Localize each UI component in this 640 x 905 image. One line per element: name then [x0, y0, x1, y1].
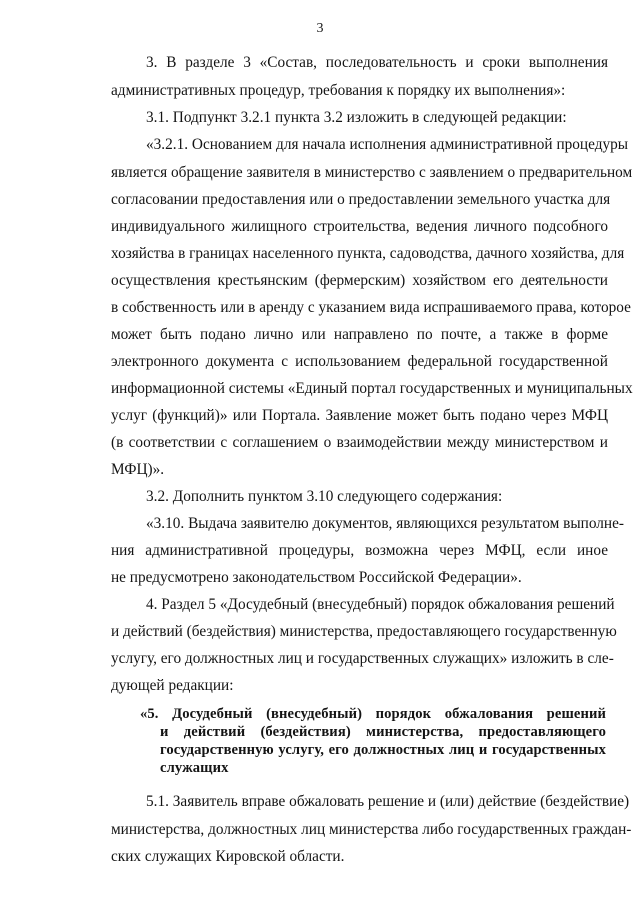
section-heading-line: государственную услугу, его должностных лиц и государственных [160, 742, 606, 758]
text-line: и действий (бездействия) министерства, предоставляющего государственную [111, 623, 617, 640]
text-line: ния административной процедуры, возможна через МФЦ, если иное [111, 542, 608, 559]
text-line: (в соответствии с соглашением о взаимодействии между министерством и [111, 434, 608, 451]
text-line: является обращение заявителя в министерство с заявлением о предварительном [111, 164, 633, 181]
text-line: 3. В разделе 3 «Состав, последовательность и сроки выполнения [146, 54, 608, 71]
text-line: услуг (функций)» или Портала. Заявление может быть подано через МФЦ [111, 407, 608, 424]
text-line: электронного документа с использованием федеральной государственной [111, 353, 608, 370]
text-line: 5.1. Заявитель вправе обжаловать решение и (или) действие (бездействие) [146, 793, 630, 810]
text-line: административных процедур, требования к порядку их выполнения»: [111, 82, 566, 99]
text-line: услугу, его должностных лиц и государственных служащих» изложить в сле- [111, 650, 614, 667]
text-line: информационной системы «Единый портал государственных и муниципальных [111, 380, 633, 397]
text-line: 4. Раздел 5 «Досудебный (внесудебный) порядок обжалования решений [146, 596, 615, 613]
text-line: 3.2. Дополнить пунктом 3.10 следующего содержания: [146, 488, 503, 505]
section-heading-line: служащих [160, 760, 229, 776]
text-line: не предусмотрено законодательством Российской Федерации». [111, 569, 522, 586]
section-heading-line: и действий (бездействия) министерства, предоставляющего [160, 724, 606, 740]
text-line: ских служащих Кировской области. [111, 848, 345, 865]
text-line: МФЦ)». [111, 461, 165, 478]
text-line: индивидуального жилищного строительства, ведения личного подсобного [111, 218, 608, 235]
text-line: «3.2.1. Основанием для начала исполнения административной процедуры [146, 136, 629, 153]
section-heading-line: «5. Досудебный (внесудебный) порядок обжалования решений [140, 706, 606, 722]
text-line: может быть подано лично или направлено по почте, а также в форме [111, 326, 608, 343]
text-line: дующей редакции: [111, 677, 234, 694]
text-line: осуществления крестьянским (фермерским) хозяйством его деятельности [111, 272, 608, 289]
text-line: согласовании предоставления или о предоставлении земельного участка для [111, 191, 611, 208]
text-line: в собственность или в аренду с указанием вида испрашиваемого права, которое [111, 299, 631, 316]
text-line: хозяйства в границах населенного пункта, садоводства, дачного хозяйства, для [111, 245, 625, 262]
text-line: министерства, должностных лиц министерства либо государственных граждан- [111, 821, 632, 838]
page-number: 3 [316, 21, 324, 36]
text-line: 3.1. Подпункт 3.2.1 пункта 3.2 изложить в следующей редакции: [146, 109, 567, 126]
text-line: «3.10. Выдача заявителю документов, являющихся результатом выполне- [146, 515, 624, 532]
